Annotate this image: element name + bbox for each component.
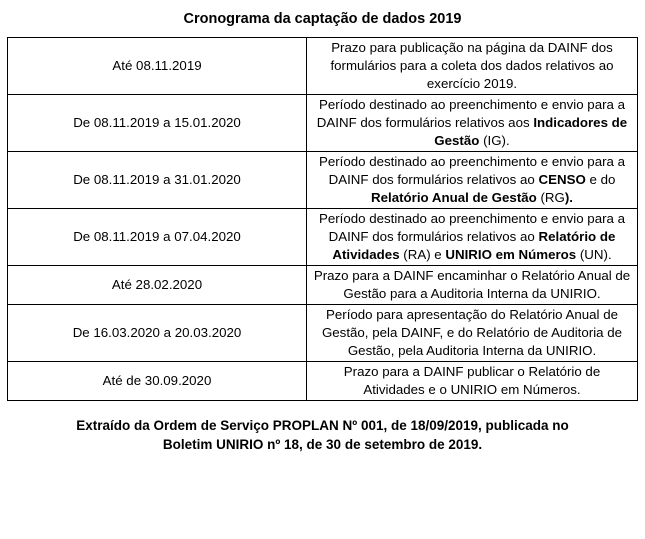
table-row: [8, 266, 638, 305]
description-bold-segment: Relatório Anual de Gestão: [371, 190, 537, 205]
period-cell: De 08.11.2019 a 07.04.2020: [8, 209, 307, 266]
description-cell: [307, 305, 638, 362]
description-bold-segment: Indicadores de Gestão: [434, 115, 628, 148]
description-cell: [307, 152, 638, 209]
description-bold-segment: UNIRIO em Números: [445, 247, 577, 262]
description-segment: Prazo para a DAINF publicar o Relatório de Atividades e o UNIRIO em Números.: [343, 364, 601, 397]
description-segment: Prazo para a DAINF encaminhar o Relatório Anual de Gestão para a Auditoria Interna da UNIRIO.: [313, 268, 631, 301]
description-bold-segment: ).: [564, 190, 573, 205]
description-segment: (RG: [536, 190, 565, 205]
schedule-table: [7, 37, 638, 401]
period-cell: De 16.03.2020 a 20.03.2020: [8, 305, 307, 362]
description-segment: Prazo para publicação na página da DAINF dos formulários para a coleta dos dados relativos ao exercício 2019.: [330, 40, 614, 91]
table-row: [8, 95, 638, 152]
table-row: [8, 209, 638, 266]
description-bold-segment: Relatório de Atividades: [332, 229, 616, 262]
description-cell: [307, 95, 638, 152]
description-segment: Período destinado ao preenchimento e envio para a DAINF dos formulários relativos ao: [318, 211, 626, 244]
description-bold-segment: CENSO: [538, 172, 586, 187]
period-cell: Até 08.11.2019: [8, 38, 307, 95]
description-cell: [307, 362, 638, 401]
period-cell: Até de 30.09.2020: [8, 362, 307, 401]
period-cell: De 08.11.2019 a 15.01.2020: [8, 95, 307, 152]
description-segment: e do: [585, 172, 616, 187]
description-segment: (RA) e: [399, 247, 446, 262]
description-segment: Período destinado ao preenchimento e envio para a DAINF dos formulários relativos aos: [316, 97, 626, 130]
table-row: [8, 305, 638, 362]
description-segment: (IG).: [479, 133, 510, 148]
description-cell: [307, 266, 638, 305]
description-cell: [307, 209, 638, 266]
page-title: Cronograma da captação de dados 2019: [183, 11, 462, 27]
table-row: [8, 362, 638, 401]
description-segment: (UN).: [576, 247, 612, 262]
period-cell: De 08.11.2019 a 31.01.2020: [8, 152, 307, 209]
table-row: [8, 152, 638, 209]
description-segment: Período destinado ao preenchimento e envio para a DAINF dos formulários relativos ao: [318, 154, 626, 187]
schedule-table-body: [8, 38, 638, 401]
description-cell: [307, 38, 638, 95]
period-cell: Até 28.02.2020: [8, 266, 307, 305]
description-segment: Período para apresentação do Relatório Anual de Gestão, pela DAINF, e do Relatório de Auditoria de Gestão, pela Auditoria Interna da UNIRIO.: [321, 307, 623, 358]
source-note: Extraído da Ordem de Serviço PROPLAN Nº 001, de 18/09/2019, publicada no Boletim UNIRIO nº 18, de 30 de setembro de 2019.: [76, 418, 569, 452]
table-row: [8, 38, 638, 95]
